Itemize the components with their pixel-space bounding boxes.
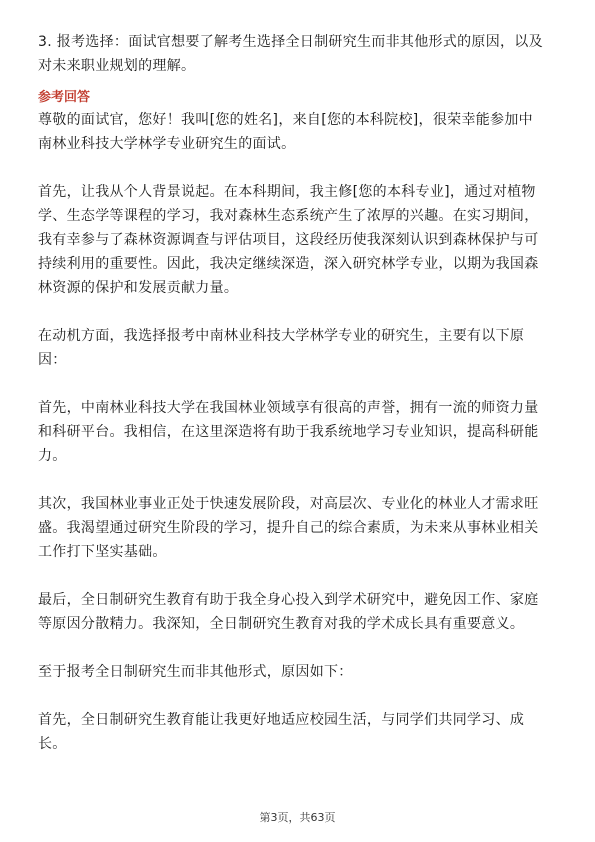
paragraph-gap <box>38 684 547 708</box>
answer-paragraph-motivation: 在动机方面，我选择报考中南林业科技大学林学专业的研究生，主要有以下原因： <box>38 328 525 368</box>
paragraph-gap <box>38 636 547 660</box>
paragraph-gap <box>38 300 547 324</box>
answer-paragraph-reason-2: 其次，我国林业事业正处于快速发展阶段，对高层次、专业化的林业人才需求旺盛。我渴望通过研究生阶段的学习，提升自己的综合素质，为未来从事林业相关工作打下坚实基础。 <box>38 496 539 560</box>
page-number-footer: 第3页，共63页 <box>259 811 336 824</box>
answer-paragraph-fulltime: 至于报考全日制研究生而非其他形式，原因如下： <box>38 664 353 680</box>
paragraph-gap <box>38 468 547 492</box>
question-text: 3. 报考选择：面试官想要了解考生选择全日制研究生而非其他形式的原因，以及对未来职业规划的理解。 <box>38 34 543 74</box>
answer-paragraph-intro: 尊敬的面试官，您好！我叫[您的姓名]，来自[您的本科院校]，很荣幸能参加中南林业科技大学林学专业研究生的面试。 <box>38 112 533 152</box>
paragraph-gap <box>38 564 547 588</box>
answer-label: 参考回答 <box>38 90 91 105</box>
answer-paragraph-fulltime-reason-1: 首先，全日制研究生教育能让我更好地适应校园生活，与同学们共同学习、成长。 <box>38 712 525 752</box>
answer-paragraph-reason-1: 首先，中南林业科技大学在我国林业领域享有很高的声誉，拥有一流的师资力量和科研平台。我相信，在这里深造将有助于我系统地学习专业知识，提高科研能力。 <box>38 400 539 464</box>
answer-paragraph-background: 首先，让我从个人背景说起。在本科期间，我主修[您的本科专业]，通过对植物学、生态学等课程的学习，我对森林生态系统产生了浓厚的兴趣。在实习期间，我有幸参与了森林资源调查与评估项目，这段经历使我深刻认识到森林保护与可持续利用的重要性。因此，我决定继续深造，深入研究林学专业，以期为我国森林资源的保护和发展贡献力量。 <box>38 184 539 296</box>
answer-paragraph-reason-3: 最后，全日制研究生教育有助于我全身心投入到学术研究中，避免因工作、家庭等原因分散精力。我深知，全日制研究生教育对我的学术成长具有重要意义。 <box>38 592 539 632</box>
paragraph-gap <box>38 156 547 180</box>
paragraph-gap <box>38 372 547 396</box>
